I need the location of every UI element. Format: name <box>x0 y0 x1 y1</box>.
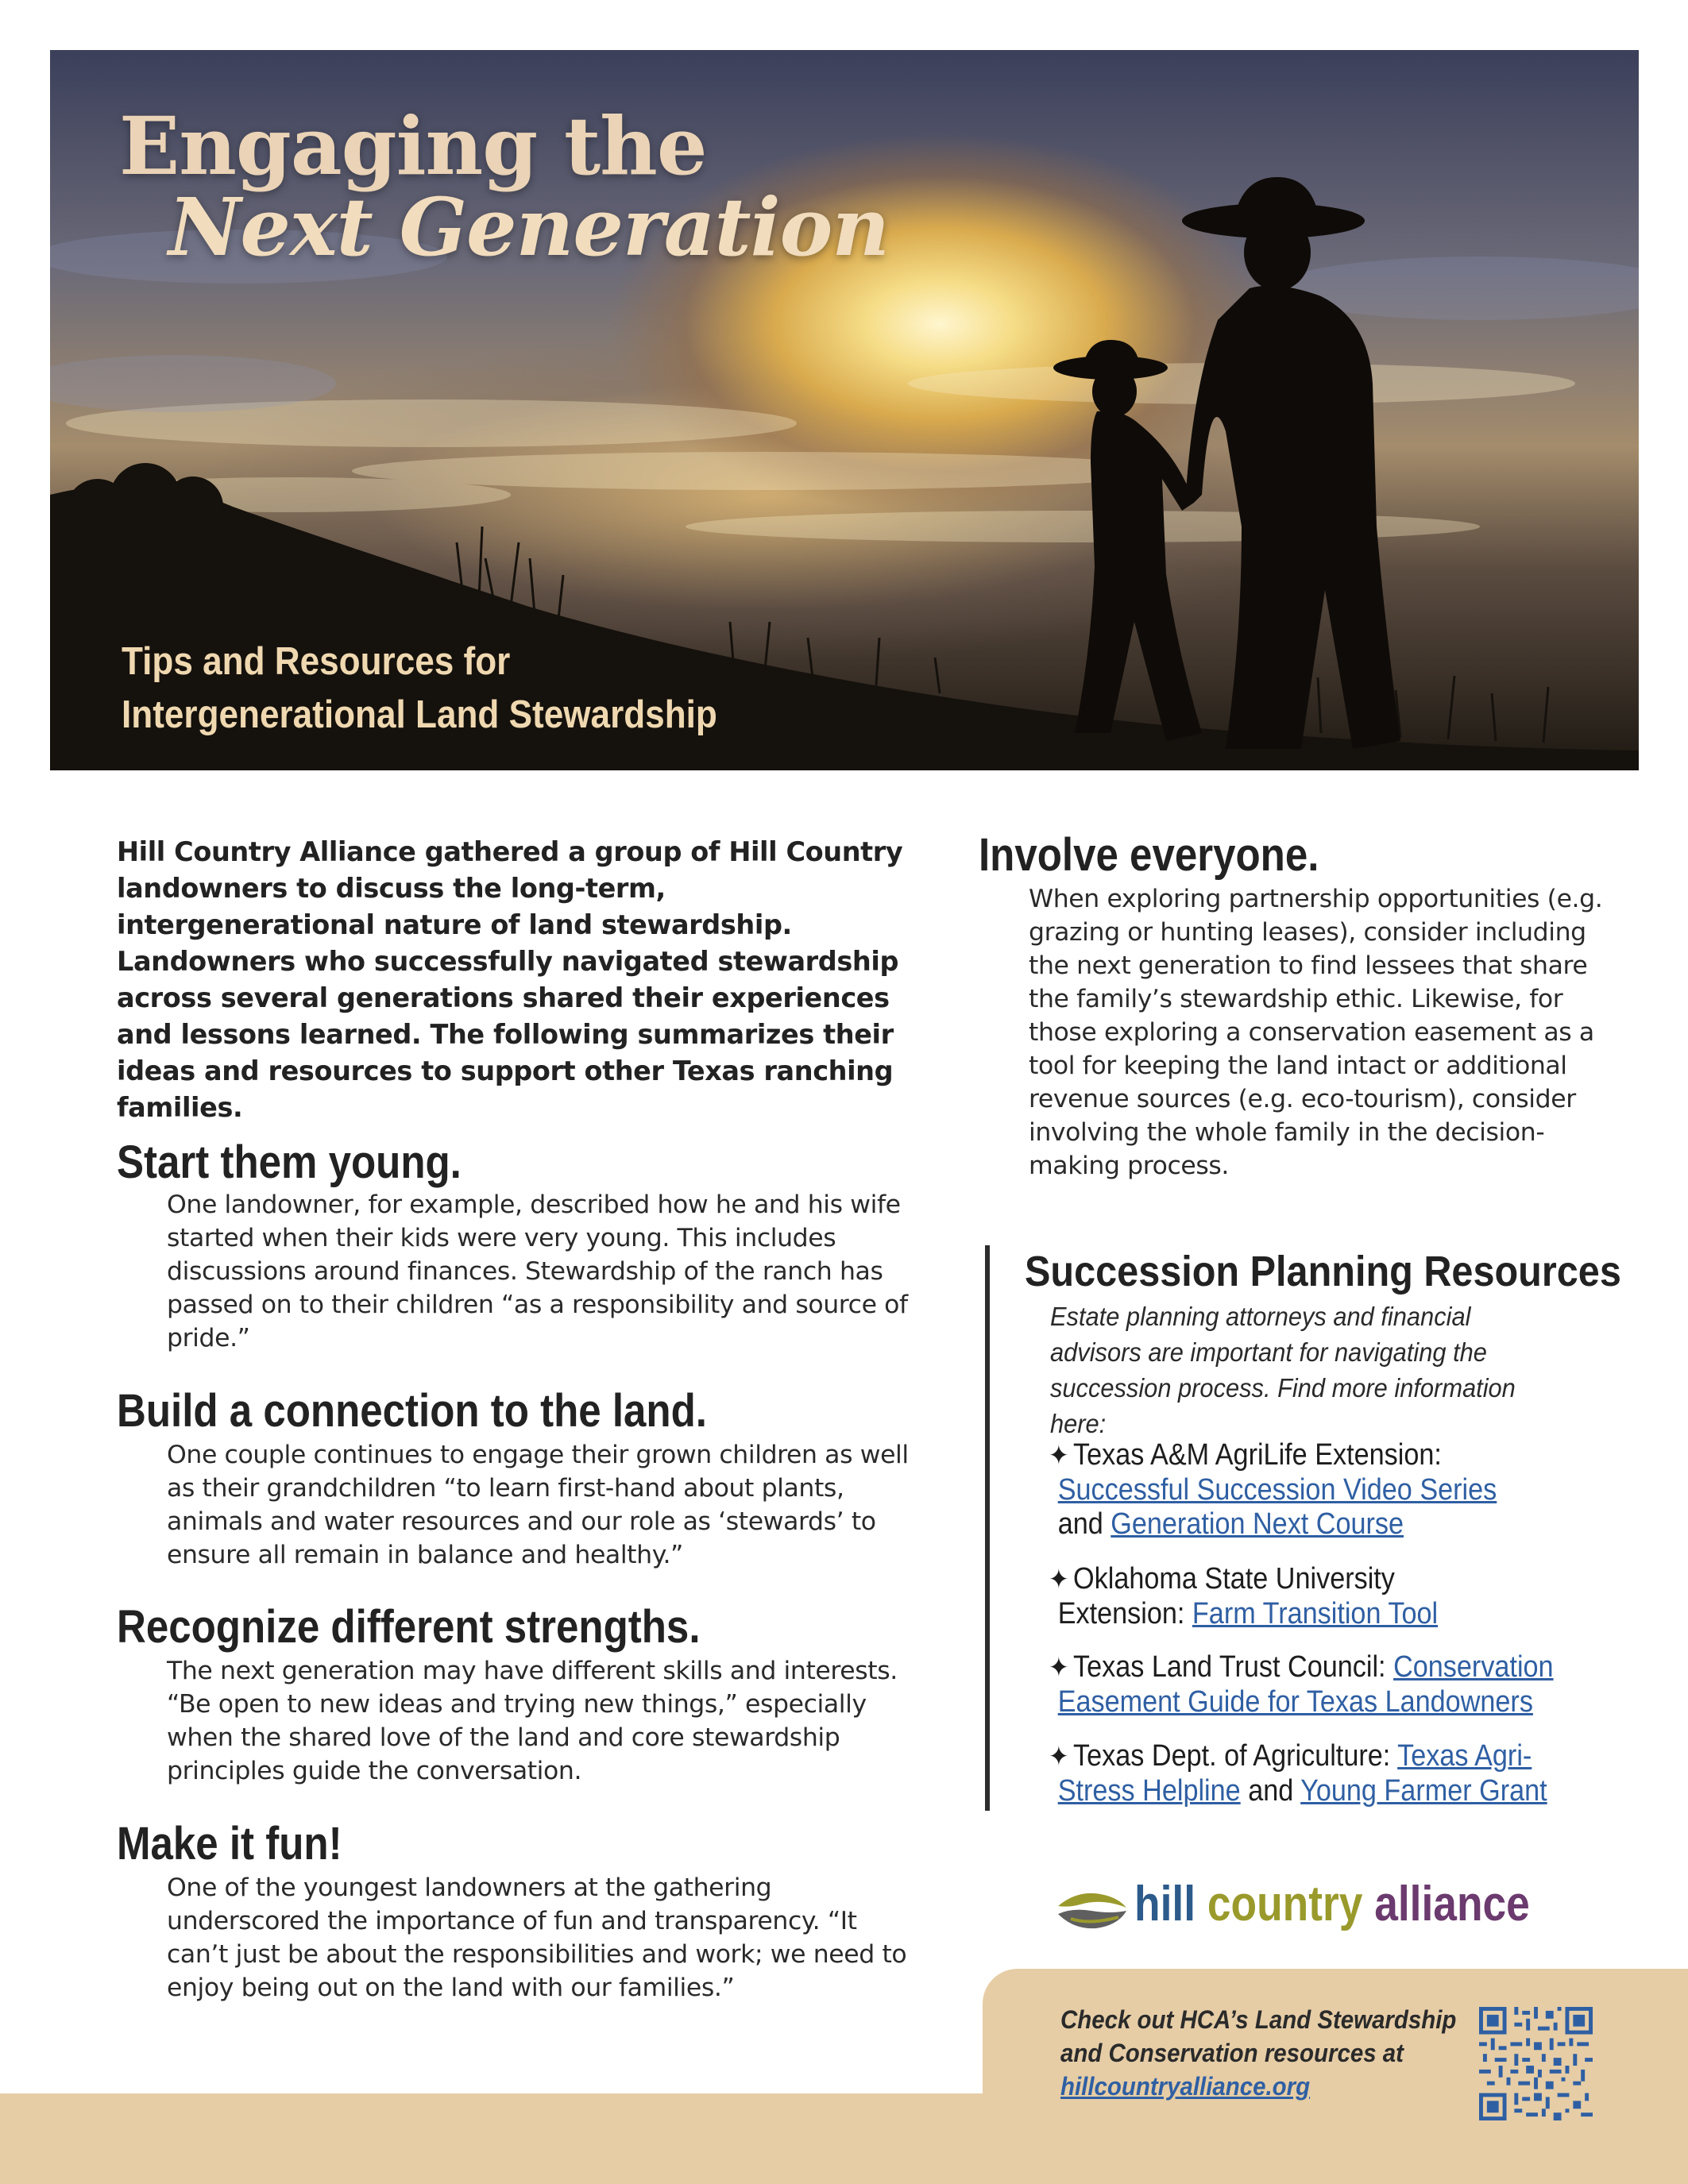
section-make-it-fun <box>117 1819 911 2005</box>
star-bullet-icon: ✦ <box>1049 1653 1069 1683</box>
section-body: One couple continues to engage their grown children as well as their grandchildren “to learn first-hand about plants, animals and water resources and our role as ‘stewards’ to ensure all remain in balance and healthy.” <box>167 1441 909 1569</box>
logo-word-country: country <box>1207 1877 1363 1931</box>
logo-word-alliance: alliance <box>1374 1877 1530 1931</box>
resources-intro: Estate planning attorneys and financial advisors are important for navigating the succession process. Find more information here: <box>1050 1302 1516 1439</box>
footer-line1: Check out HCA’s Land Stewardship <box>1060 2005 1457 2034</box>
resource-org: Oklahoma State University <box>1073 1562 1395 1596</box>
logo-word-hill: hill <box>1134 1877 1196 1931</box>
hero-title-line1: Engaging the <box>119 99 707 193</box>
hero-title <box>119 99 890 274</box>
star-bullet-icon: ✦ <box>1049 1441 1069 1471</box>
hero-banner <box>50 50 1639 770</box>
section-heading: Recognize different strengths. <box>117 1601 701 1653</box>
star-bullet-icon: ✦ <box>1049 1742 1069 1772</box>
footer-line2: and Conservation resources at <box>1060 2039 1404 2067</box>
section-heading: Involve everyone. <box>979 829 1319 881</box>
link-young-farmer-grant[interactable]: Young Farmer Grant <box>1300 1774 1547 1808</box>
star-bullet-icon: ✦ <box>1049 1565 1069 1595</box>
link-successful-succession-video-series[interactable]: Successful Succession Video Series <box>1057 1473 1497 1507</box>
hill-country-alliance-logo <box>1055 1876 1530 1939</box>
section-different-strengths <box>117 1602 911 1788</box>
link-farm-transition-tool[interactable]: Farm Transition Tool <box>1192 1597 1439 1630</box>
link-conservation-easement-guide[interactable]: Conservation <box>1393 1650 1554 1684</box>
resource-org-cont: Extension: <box>1057 1597 1185 1630</box>
section-body: When exploring partnership opportunities (e.g. grazing or hunting leases), consider including the next generation to find lessees that share the family’s stewardship ethic. Likewise, for those exploring a conservation easement as a tool for keeping the land intact or additional revenue sources (e.g. eco-tourism), consider involving the whole family in the decision-making process. <box>1029 885 1603 1180</box>
resources-sidebar-rule <box>985 1245 990 1811</box>
resource-item-texas-dept-agriculture <box>1049 1739 1592 1808</box>
section-heading: Start them young. <box>117 1136 462 1188</box>
hero-subtitle <box>122 635 717 742</box>
resource-item-agrilife <box>1049 1438 1592 1542</box>
section-start-young <box>117 1137 911 1355</box>
section-body: One of the youngest landowners at the gathering underscored the importance of fun and transparency. “It can’t just be about the responsibilities and work; we need to enjoy being out on the land with our families.” <box>167 1873 907 2002</box>
resources-title: Succession Planning Resources <box>1025 1248 1621 1295</box>
resource-org: Texas Land Trust Council: <box>1073 1650 1386 1684</box>
section-connection-land <box>117 1386 911 1572</box>
section-body: One landowner, for example, described how he and his wife started when their kids were very young. This includes discussions around finances. Stewardship of the ranch has passed on to their children “as a responsibility and source of pride.” <box>167 1190 908 1352</box>
link-texas-agri-stress-helpline-cont[interactable]: Stress Helpline <box>1057 1774 1241 1808</box>
link-texas-agri-stress-helpline[interactable]: Texas Agri- <box>1397 1739 1532 1773</box>
resource-item-oklahoma-state <box>1049 1562 1592 1631</box>
section-involve-everyone <box>979 830 1630 1183</box>
logo-wordmark <box>1134 1876 1530 1932</box>
link-generation-next-course[interactable]: Generation Next Course <box>1111 1507 1404 1541</box>
hero-title-line2: Next Generation <box>168 180 890 274</box>
section-heading: Make it fun! <box>117 1818 342 1870</box>
section-heading: Build a connection to the land. <box>117 1385 707 1437</box>
succession-resources-box <box>985 1245 1620 1811</box>
left-column <box>117 834 903 1126</box>
hero-subtitle-line2: Intergenerational Land Stewardship <box>122 693 717 736</box>
resource-org: Texas Dept. of Agriculture: <box>1073 1739 1391 1773</box>
qr-code-icon[interactable] <box>1479 2007 1593 2120</box>
resource-connector: and <box>1057 1507 1103 1541</box>
footer-website-link[interactable]: hillcountryalliance.org <box>1060 2072 1311 2101</box>
intro-paragraph: Hill Country Alliance gathered a group of Hill Country landowners to discuss the long-term, intergenerational nature of land stewardship. Landowners who successfully navigated stewardship across several generations shared their experiences and lessons learned. The following summarizes their ideas and resources to support other Texas ranching families. <box>117 836 903 1123</box>
resource-org: Texas A&M AgriLife Extension: <box>1073 1438 1442 1472</box>
resource-connector: and <box>1248 1774 1294 1808</box>
section-body: The next generation may have different skills and interests. “Be open to new ideas and trying new things,” especially when the shared love of the land and core stewardship principles guide the conversation. <box>167 1657 898 1785</box>
link-conservation-easement-guide-cont[interactable]: Easement Guide for Texas Landowners <box>1057 1685 1533 1719</box>
hero-subtitle-line1: Tips and Resources for <box>122 640 511 683</box>
hands-leaf-logo-icon <box>1055 1884 1130 1936</box>
footer-callout-text <box>1060 2003 1456 2103</box>
resource-item-texas-land-trust <box>1049 1650 1592 1719</box>
